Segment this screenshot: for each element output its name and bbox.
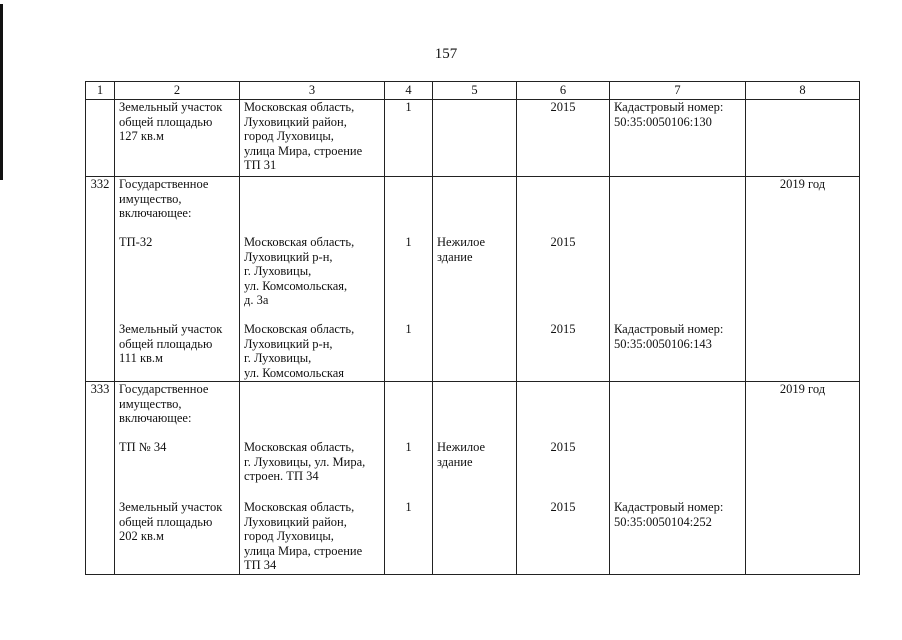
cell-line: 2015 xyxy=(550,322,576,336)
address-cell xyxy=(240,382,385,575)
cell-line: 1 xyxy=(405,440,412,454)
column-header: 6 xyxy=(517,82,610,100)
term-cell: 2019 год xyxy=(746,177,860,382)
year-cell xyxy=(517,382,610,575)
note-cell xyxy=(610,177,746,382)
address-cell xyxy=(240,100,385,177)
page-number: 157 xyxy=(434,46,458,62)
cell-line: Нежилое xyxy=(437,440,486,454)
cell-line: строен. ТП 34 xyxy=(244,469,319,484)
cell-line: ул. Комсомольская xyxy=(244,365,345,380)
cell-line: Кадастровый номер: xyxy=(614,322,724,336)
cell-line: Луховицкий район, xyxy=(244,114,347,129)
term-cell: 2019 год xyxy=(746,382,860,575)
cell-line: Московская область, xyxy=(244,100,355,114)
column-header: 7 xyxy=(610,82,746,100)
cell-line: город Луховицы, xyxy=(244,129,334,144)
cell-line: общей площадью xyxy=(119,336,213,351)
cell-line: 2015 xyxy=(550,235,576,249)
type-cell xyxy=(433,100,517,177)
cell-line: 1 xyxy=(405,500,412,514)
table-row xyxy=(86,177,860,382)
cell-line: ТП № 34 xyxy=(119,440,167,454)
cell-line: Кадастровый номер: xyxy=(614,100,724,114)
cell-line: д. 3а xyxy=(244,293,269,308)
quantity-cell xyxy=(385,382,433,575)
column-header: 5 xyxy=(433,82,517,100)
cell-line: Московская область, xyxy=(244,500,355,514)
cell-line: Земельный участок xyxy=(119,500,223,514)
quantity-cell xyxy=(385,177,433,382)
page-edge-mark xyxy=(0,4,3,180)
cell-line: 2015 xyxy=(550,500,576,514)
cell-line: общей площадью xyxy=(119,514,213,529)
cell-line: имущество, xyxy=(119,191,182,206)
cell-line: Московская область, xyxy=(244,322,355,336)
cell-line: Луховицкий р-н, xyxy=(244,336,333,351)
cell-line: улица Мира, строение xyxy=(244,143,363,158)
year-cell: 2015 xyxy=(517,100,610,177)
object-name-cell xyxy=(115,382,240,575)
cell-line: г. Луховицы, xyxy=(244,264,312,279)
cell-line: улица Мира, строение xyxy=(244,543,363,558)
cell-line: ТП 34 xyxy=(244,558,277,573)
cell-line: Нежилое xyxy=(437,235,486,249)
address-cell xyxy=(240,177,385,382)
cell-line: включающее: xyxy=(119,206,192,221)
cell-line: 1 xyxy=(405,235,412,249)
cell-line: Кадастровый номер: xyxy=(614,500,724,514)
cell-line: общей площадью xyxy=(119,114,213,129)
column-header: 3 xyxy=(240,82,385,100)
cell-line: Луховицкий район, xyxy=(244,514,347,529)
cell-line: имущество, xyxy=(119,396,182,411)
quantity-cell: 1 xyxy=(385,100,433,177)
type-cell xyxy=(433,177,517,382)
table-row xyxy=(86,100,860,177)
cell-line: ТП-32 xyxy=(119,235,153,249)
note-cell xyxy=(610,100,746,177)
cell-line: Государственное xyxy=(119,382,209,396)
cell-line: 50:35:0050104:252 xyxy=(614,514,712,529)
cell-line: здание xyxy=(437,454,473,469)
row-number-cell: 333 xyxy=(86,382,115,575)
term-cell xyxy=(746,100,860,177)
note-cell xyxy=(610,382,746,575)
cell-line: г. Луховицы, ул. Мира, xyxy=(244,454,366,469)
cell-line: 2015 xyxy=(550,440,576,454)
cell-line: ТП 31 xyxy=(244,158,277,173)
column-header: 2 xyxy=(115,82,240,100)
cell-line: Луховицкий р-н, xyxy=(244,249,333,264)
cell-line: Московская область, xyxy=(244,235,355,249)
cell-line: Московская область, xyxy=(244,440,355,454)
cell-line: Государственное xyxy=(119,177,209,191)
cell-line: 202 кв.м xyxy=(119,529,164,544)
cell-line: 111 кв.м xyxy=(119,351,163,366)
cell-line: Земельный участок xyxy=(119,322,223,336)
year-cell xyxy=(517,177,610,382)
column-header: 1 xyxy=(86,82,115,100)
cell-line: город Луховицы, xyxy=(244,529,334,544)
property-registry-table xyxy=(85,81,860,575)
cell-line: 1 xyxy=(405,322,412,336)
cell-line: ул. Комсомольская, xyxy=(244,278,348,293)
row-number-cell xyxy=(86,100,115,177)
column-header: 4 xyxy=(385,82,433,100)
table-row xyxy=(86,382,860,575)
row-number-cell: 332 xyxy=(86,177,115,382)
cell-line: Земельный участок xyxy=(119,100,223,114)
cell-line: включающее: xyxy=(119,411,192,426)
object-name-cell xyxy=(115,177,240,382)
table-header-row xyxy=(86,82,860,100)
column-header: 8 xyxy=(746,82,860,100)
cell-line: 50:35:0050106:143 xyxy=(614,336,712,351)
cell-line: г. Луховицы, xyxy=(244,351,312,366)
cell-line: здание xyxy=(437,249,473,264)
cell-line: 127 кв.м xyxy=(119,129,164,144)
object-name-cell xyxy=(115,100,240,177)
cell-line: 50:35:0050106:130 xyxy=(614,114,712,129)
type-cell xyxy=(433,382,517,575)
